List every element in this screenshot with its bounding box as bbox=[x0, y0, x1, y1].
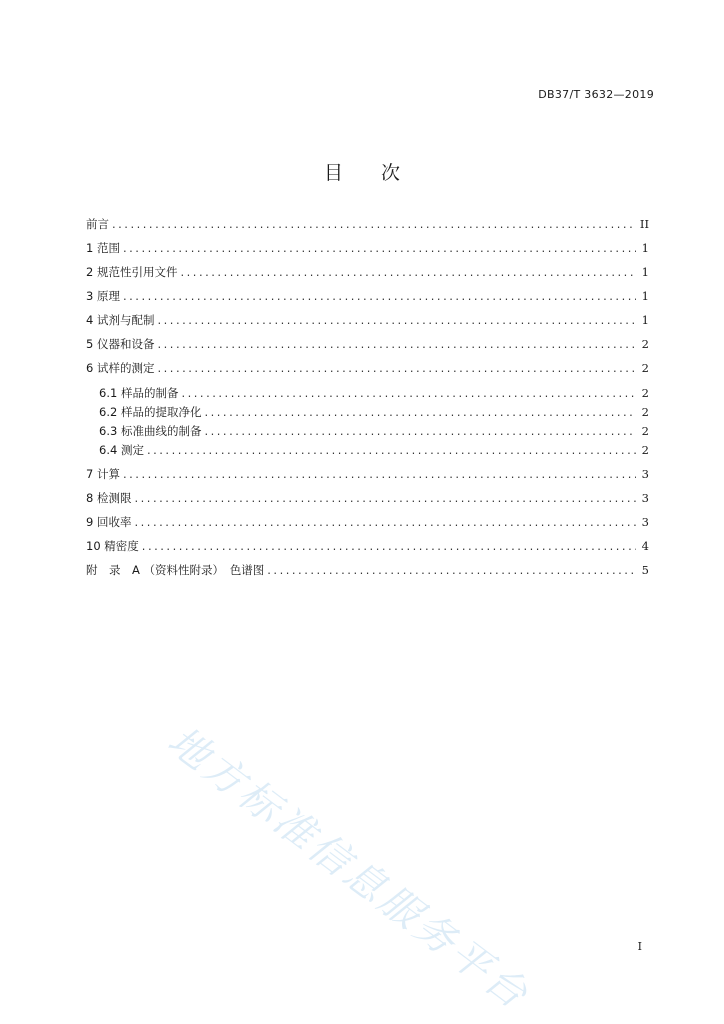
toc-entry-page: 2 bbox=[641, 424, 649, 438]
toc-entry-calculation[interactable] bbox=[86, 466, 649, 482]
toc-entry-label: 1 范围 bbox=[86, 241, 120, 255]
toc-entry-recovery-rate[interactable] bbox=[86, 514, 649, 530]
dot-leader bbox=[112, 217, 634, 231]
toc-entry-label: 7 计算 bbox=[86, 467, 120, 481]
toc-entry-foreword[interactable] bbox=[86, 216, 649, 232]
toc-entry-page: 4 bbox=[641, 539, 649, 553]
toc-entry-page: 1 bbox=[641, 313, 649, 327]
toc-entry-label: 10 精密度 bbox=[86, 539, 139, 553]
toc-entry-appendix-a[interactable] bbox=[86, 562, 649, 578]
toc-entry-page: 2 bbox=[641, 405, 649, 419]
document-code: DB37/T 3632—2019 bbox=[538, 88, 654, 101]
toc-entry-page: 3 bbox=[641, 515, 649, 529]
dot-leader bbox=[157, 361, 635, 375]
toc-entry-page: 2 bbox=[641, 361, 649, 375]
dot-leader bbox=[123, 289, 636, 303]
toc-entry-label: 5 仪器和设备 bbox=[86, 337, 155, 351]
toc-entry-detection-limit[interactable] bbox=[86, 490, 649, 506]
dot-leader bbox=[204, 424, 635, 438]
dot-leader bbox=[157, 313, 635, 327]
page-number: I bbox=[637, 940, 642, 953]
toc-entry-precision[interactable] bbox=[86, 538, 649, 554]
toc-entry-page: 1 bbox=[641, 289, 649, 303]
toc-entry-label: 6 试样的测定 bbox=[86, 361, 155, 375]
toc-entry-label: 6.2 样品的提取净化 bbox=[99, 405, 202, 419]
dot-leader bbox=[157, 337, 635, 351]
toc-entry-normative-references[interactable] bbox=[86, 264, 649, 280]
dot-leader bbox=[267, 563, 635, 577]
dot-leader bbox=[147, 443, 636, 457]
toc-entry-label: 2 规范性引用文件 bbox=[86, 265, 178, 279]
toc-entry-label: 6.3 标准曲线的制备 bbox=[99, 424, 202, 438]
dot-leader bbox=[180, 265, 635, 279]
toc-entry-page: 3 bbox=[641, 467, 649, 481]
toc-entry-label: 8 检测限 bbox=[86, 491, 132, 505]
dot-leader bbox=[134, 491, 635, 505]
toc-entry-label: 6.4 测定 bbox=[99, 443, 144, 457]
toc-entry-measurement[interactable] bbox=[99, 442, 649, 458]
toc-entry-label: 附 录 A （资料性附录） 色谱图 bbox=[86, 563, 265, 577]
toc-entry-principle[interactable] bbox=[86, 288, 649, 304]
toc-entry-label: 9 回收率 bbox=[86, 515, 132, 529]
toc-entry-page: 2 bbox=[641, 337, 649, 351]
dot-leader bbox=[134, 515, 635, 529]
watermark-text: 地方标准信息服务平台 bbox=[159, 717, 539, 1020]
dot-leader bbox=[204, 405, 635, 419]
toc-entry-page: 3 bbox=[641, 491, 649, 505]
toc-entry-label: 前言 bbox=[86, 217, 109, 231]
dot-leader bbox=[123, 467, 636, 481]
toc-entry-page: 5 bbox=[641, 563, 649, 577]
toc-entry-reagents[interactable] bbox=[86, 312, 649, 328]
toc-entry-page: 2 bbox=[641, 386, 649, 400]
toc-entry-sample-preparation[interactable] bbox=[99, 385, 649, 401]
toc-entry-page: 1 bbox=[641, 265, 649, 279]
toc-entry-standard-curve[interactable] bbox=[99, 423, 649, 439]
toc-entry-label: 6.1 样品的制备 bbox=[99, 386, 179, 400]
toc-entry-sample-determination[interactable] bbox=[86, 360, 649, 376]
toc-title: 目次 bbox=[323, 162, 438, 184]
toc-entry-page: 2 bbox=[641, 443, 649, 457]
toc-entry-scope[interactable] bbox=[86, 240, 649, 256]
toc-entry-label: 4 试剂与配制 bbox=[86, 313, 155, 327]
dot-leader bbox=[181, 386, 635, 400]
toc-entry-instruments[interactable] bbox=[86, 336, 649, 352]
dot-leader bbox=[123, 241, 636, 255]
toc-entry-extraction-purification[interactable] bbox=[99, 404, 649, 420]
toc-entry-page: II bbox=[639, 217, 649, 231]
dot-leader bbox=[142, 539, 636, 553]
toc-entry-label: 3 原理 bbox=[86, 289, 120, 303]
toc-entry-page: 1 bbox=[641, 241, 649, 255]
